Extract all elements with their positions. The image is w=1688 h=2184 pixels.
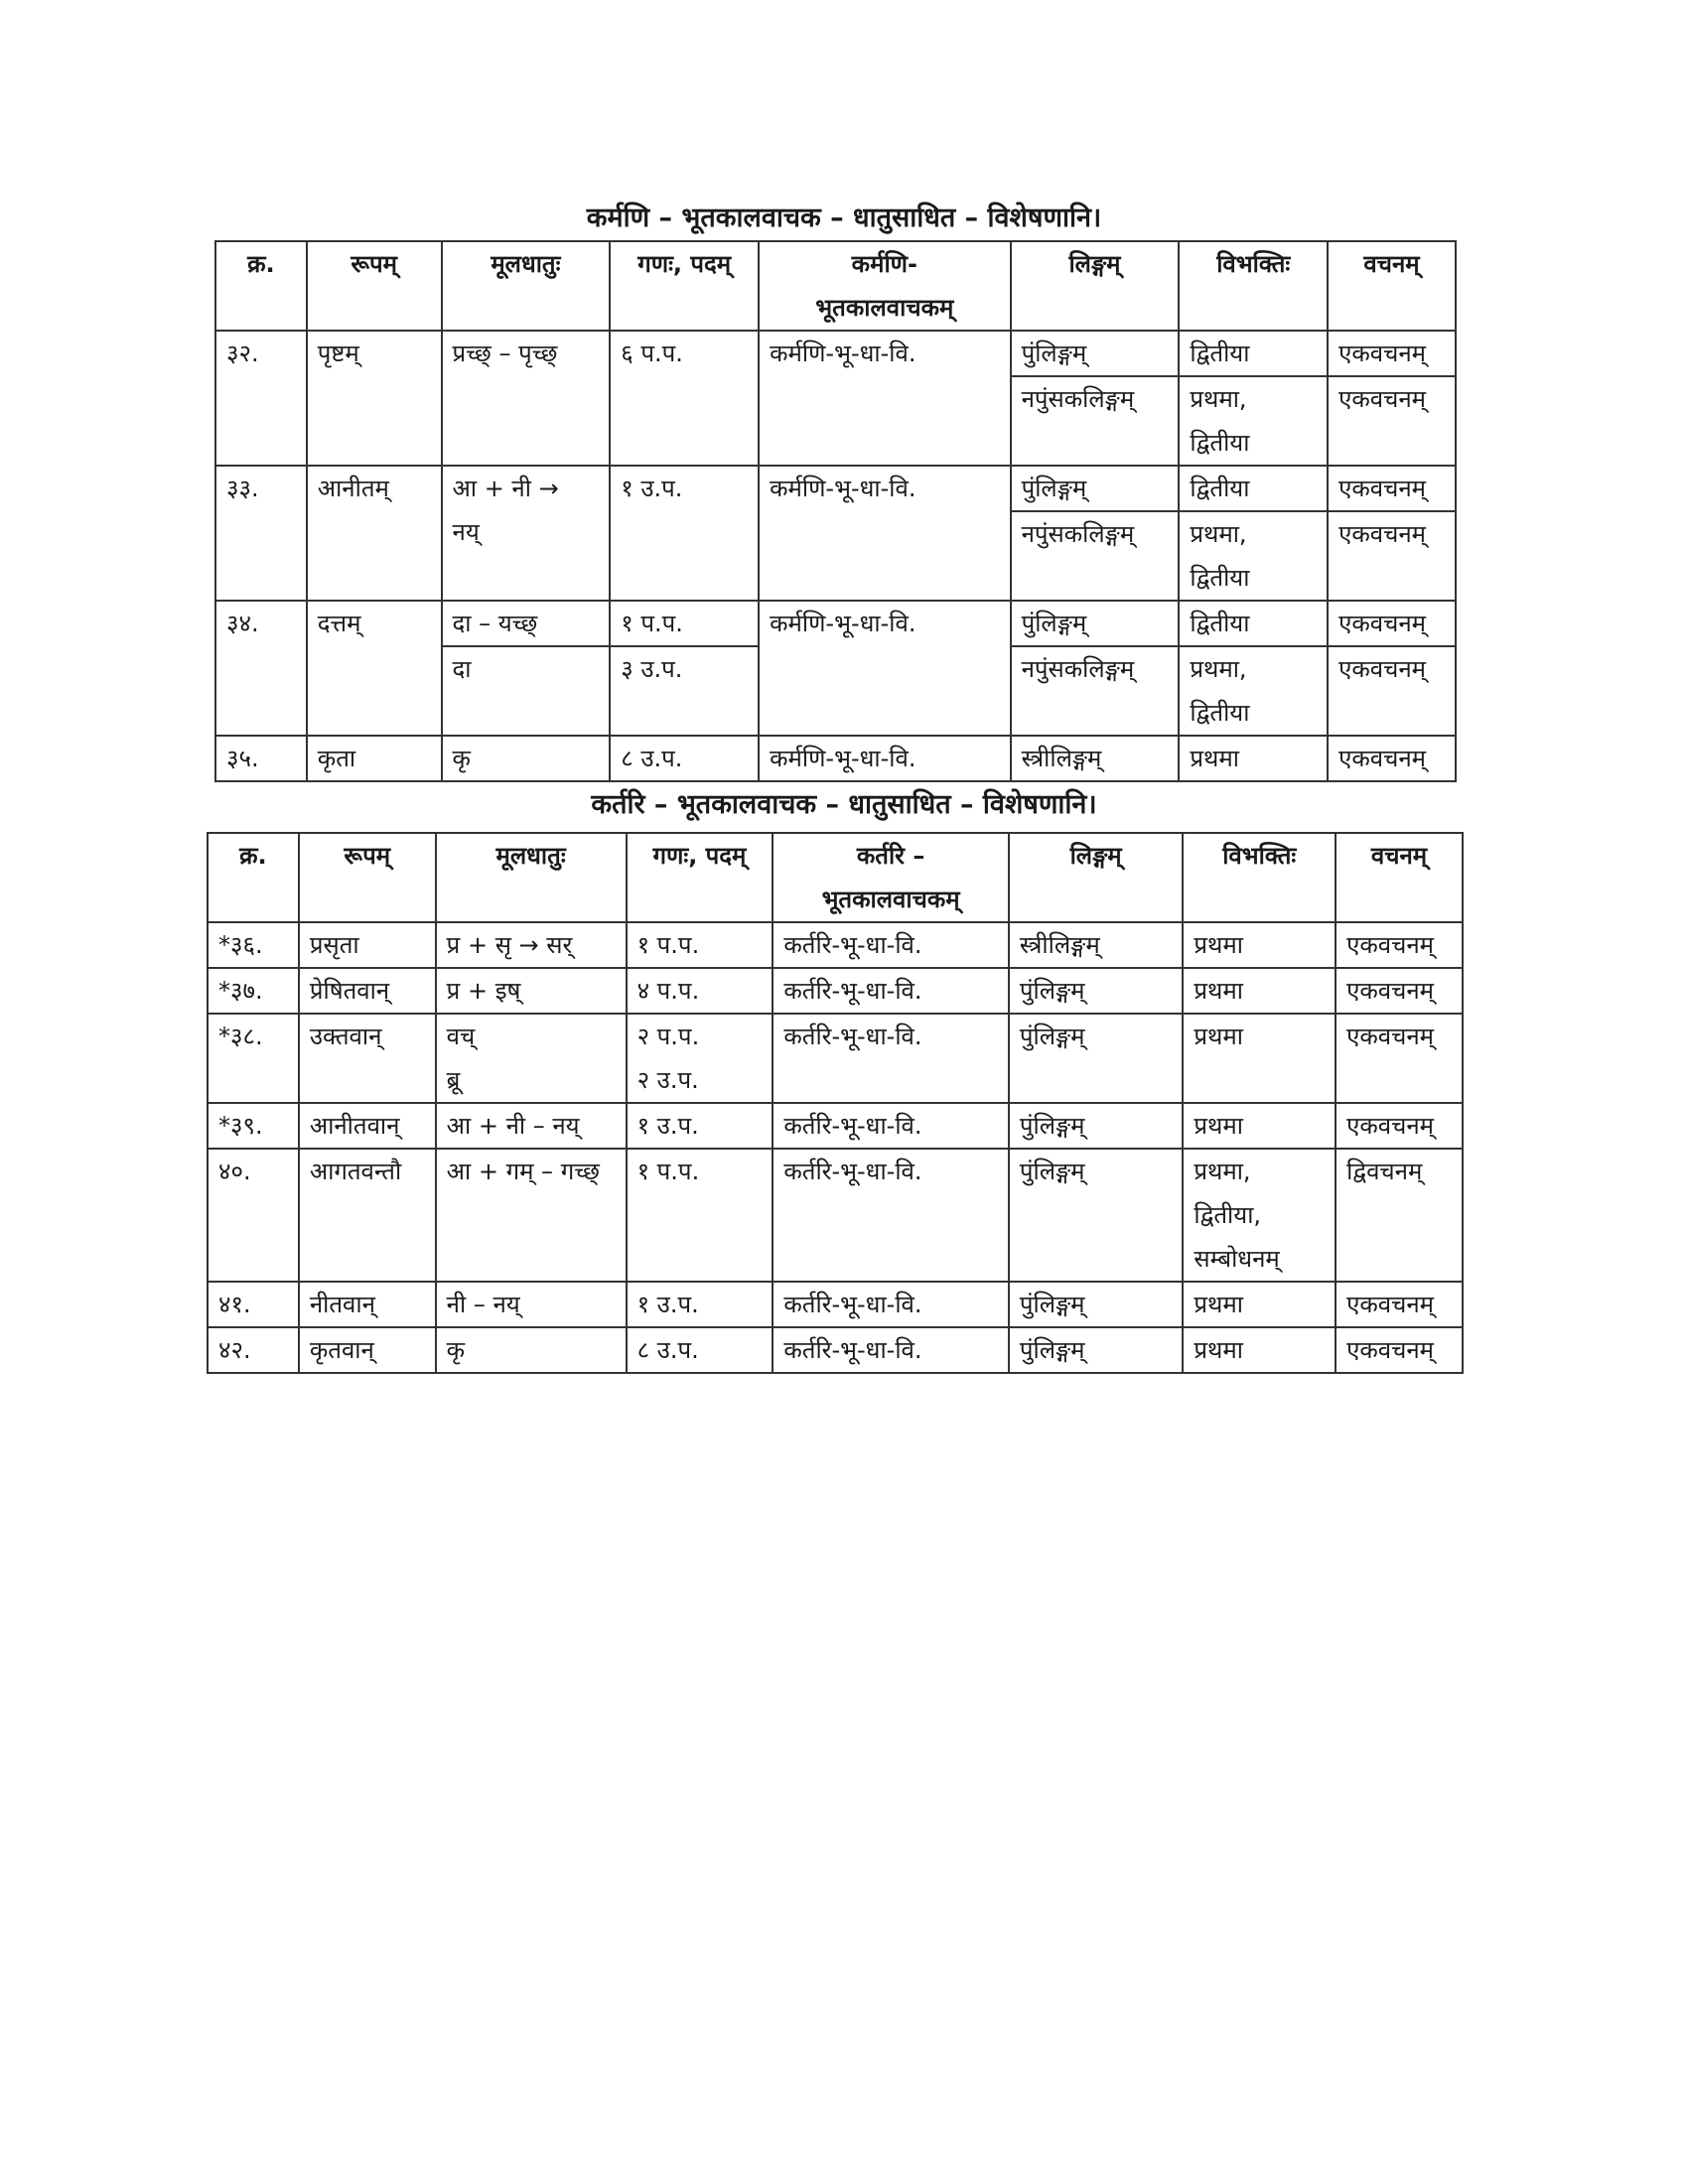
header-muladhatu: मूलधातुः bbox=[442, 241, 611, 331]
cell-kra: ४०. bbox=[208, 1149, 299, 1282]
cell-vibhakti bbox=[1179, 376, 1328, 466]
cell-lingam: नपुंसकलिङ्गम् bbox=[1011, 376, 1180, 466]
cell-vachanam: एकवचनम् bbox=[1328, 601, 1456, 646]
cell-lingam: पुंलिङ्गम् bbox=[1009, 1282, 1184, 1327]
header-gana-padam: गणः, पदम् bbox=[610, 241, 759, 331]
vibhakti-line: प्रथमा, bbox=[1190, 520, 1247, 548]
cell-vibhakti: द्वितीया bbox=[1179, 331, 1328, 376]
table-row bbox=[208, 1014, 1463, 1103]
cell-type: कर्तरि-भू-धा-वि. bbox=[773, 1014, 1009, 1103]
header-type-line1: कर्मणि- bbox=[851, 250, 917, 278]
kartari-section-title: कर्तरि – भूतकालवाचक – धातुसाधित – विशेषणानि। bbox=[591, 789, 1097, 820]
table-row bbox=[208, 1327, 1463, 1373]
vibhakti-line: द्वितीया bbox=[1190, 429, 1250, 457]
header-lingam: लिङ्गम् bbox=[1009, 833, 1184, 922]
table-header-row bbox=[215, 241, 1456, 331]
kartari-section-title-wrap bbox=[0, 788, 1688, 822]
cell-dhatu bbox=[436, 1014, 627, 1103]
gana-line: २ प.प. bbox=[636, 1023, 700, 1050]
cell-vibhakti: प्रथमा bbox=[1183, 1327, 1336, 1373]
cell-lingam: नपुंसकलिङ्गम् bbox=[1011, 511, 1180, 601]
cell-vibhakti: द्वितीया bbox=[1179, 601, 1328, 646]
header-muladhatu: मूलधातुः bbox=[436, 833, 627, 922]
cell-rupam: उक्तवान् bbox=[299, 1014, 436, 1103]
cell-vachanam: एकवचनम् bbox=[1336, 922, 1463, 968]
header-rupam: रूपम् bbox=[299, 833, 436, 922]
table-row bbox=[215, 466, 1456, 511]
cell-vachanam: एकवचनम् bbox=[1336, 968, 1463, 1014]
cell-gana: ६ प.प. bbox=[610, 331, 759, 466]
cell-type: कर्मणि-भू-धा-वि. bbox=[759, 736, 1011, 781]
cell-vibhakti: प्रथमा bbox=[1183, 1014, 1336, 1103]
cell-vachanam: एकवचनम् bbox=[1328, 331, 1456, 376]
header-lingam: लिङ्गम् bbox=[1011, 241, 1180, 331]
cell-kra: ३४. bbox=[215, 601, 307, 736]
cell-dhatu: आ + गम् – गच्छ् bbox=[436, 1149, 627, 1282]
vibhakti-line: प्रथमा, bbox=[1190, 385, 1247, 413]
cell-gana: १ प.प. bbox=[627, 1149, 774, 1282]
header-vachanam: वचनम् bbox=[1328, 241, 1456, 331]
cell-vibhakti: द्वितीया bbox=[1179, 466, 1328, 511]
cell-vibhakti: प्रथमा bbox=[1183, 1282, 1336, 1327]
cell-type: कर्तरि-भू-धा-वि. bbox=[773, 1103, 1009, 1149]
cell-gana: १ उ.प. bbox=[610, 466, 759, 601]
cell-kra: ३२. bbox=[215, 331, 307, 466]
cell-type: कर्तरि-भू-धा-वि. bbox=[773, 1282, 1009, 1327]
vibhakti-line: प्रथमा, bbox=[1194, 1158, 1251, 1185]
cell-rupam: कृतवान् bbox=[299, 1327, 436, 1373]
cell-gana: १ प.प. bbox=[627, 922, 774, 968]
gana-line: २ उ.प. bbox=[636, 1066, 699, 1094]
dhatu-line: वच् bbox=[446, 1023, 476, 1050]
vibhakti-line: द्वितीया, bbox=[1194, 1201, 1262, 1229]
header-type bbox=[773, 833, 1009, 922]
cell-kra: ४१. bbox=[208, 1282, 299, 1327]
cell-dhatu: आ + नी – नय् bbox=[436, 1103, 627, 1149]
cell-lingam: पुंलिङ्गम् bbox=[1009, 1327, 1184, 1373]
cell-lingam: स्त्रीलिङ्गम् bbox=[1011, 736, 1180, 781]
table-row bbox=[208, 1282, 1463, 1327]
table-row bbox=[208, 1149, 1463, 1282]
header-vibhakti: विभक्तिः bbox=[1183, 833, 1336, 922]
cell-kra: ४२. bbox=[208, 1327, 299, 1373]
cell-vachanam: एकवचनम् bbox=[1328, 376, 1456, 466]
cell-dhatu: कृ bbox=[436, 1327, 627, 1373]
cell-vibhakti: प्रथमा bbox=[1183, 968, 1336, 1014]
cell-dhatu: दा – यच्छ् bbox=[442, 601, 611, 646]
cell-lingam: पुंलिङ्गम् bbox=[1011, 466, 1180, 511]
table-row bbox=[215, 601, 1456, 646]
cell-gana: १ उ.प. bbox=[627, 1103, 774, 1149]
table-row bbox=[208, 922, 1463, 968]
cell-rupam: दत्तम् bbox=[307, 601, 442, 736]
header-kra: क्र. bbox=[215, 241, 307, 331]
cell-dhatu: प्र + सृ → सर् bbox=[436, 922, 627, 968]
cell-kra: ३५. bbox=[215, 736, 307, 781]
cell-lingam: पुंलिङ्गम् bbox=[1009, 1014, 1184, 1103]
vibhakti-line: सम्बोधनम् bbox=[1194, 1245, 1280, 1273]
table-row bbox=[208, 968, 1463, 1014]
cell-dhatu: नी – नय् bbox=[436, 1282, 627, 1327]
cell-rupam: आनीतम् bbox=[307, 466, 442, 601]
cell-dhatu: कृ bbox=[442, 736, 611, 781]
cell-vibhakti: प्रथमा bbox=[1183, 922, 1336, 968]
cell-vachanam: एकवचनम् bbox=[1328, 646, 1456, 736]
cell-lingam: पुंलिङ्गम् bbox=[1009, 1103, 1184, 1149]
table-header-row bbox=[208, 833, 1463, 922]
cell-vachanam: एकवचनम् bbox=[1336, 1327, 1463, 1373]
dhatu-line: आ + नी → bbox=[452, 475, 559, 502]
cell-dhatu: प्रच्छ् – पृच्छ् bbox=[442, 331, 611, 466]
cell-gana: ३ उ.प. bbox=[610, 646, 759, 736]
header-kra: क्र. bbox=[208, 833, 299, 922]
table-row bbox=[208, 1103, 1463, 1149]
cell-type: कर्मणि-भू-धा-वि. bbox=[759, 601, 1011, 736]
cell-rupam: प्रसृता bbox=[299, 922, 436, 968]
cell-lingam: पुंलिङ्गम् bbox=[1009, 1149, 1184, 1282]
table-row bbox=[215, 331, 1456, 376]
header-type-line2: भूतकालवाचकम् bbox=[815, 294, 954, 322]
cell-vibhakti: प्रथमा bbox=[1183, 1103, 1336, 1149]
cell-lingam: पुंलिङ्गम् bbox=[1011, 601, 1180, 646]
table-row bbox=[215, 736, 1456, 781]
header-type-line1: कर्तरि – bbox=[856, 842, 925, 870]
karmani-table bbox=[214, 240, 1457, 782]
cell-vachanam: एकवचनम् bbox=[1328, 466, 1456, 511]
cell-dhatu bbox=[442, 466, 611, 601]
cell-lingam: नपुंसकलिङ्गम् bbox=[1011, 646, 1180, 736]
vibhakti-line: द्वितीया bbox=[1190, 699, 1250, 727]
cell-gana: ४ प.प. bbox=[627, 968, 774, 1014]
kartari-table bbox=[207, 832, 1464, 1374]
cell-type: कर्तरि-भू-धा-वि. bbox=[773, 1149, 1009, 1282]
dhatu-line: नय् bbox=[452, 518, 480, 546]
vibhakti-line: द्वितीया bbox=[1190, 564, 1250, 592]
cell-vachanam: एकवचनम् bbox=[1328, 736, 1456, 781]
cell-rupam: पृष्टम् bbox=[307, 331, 442, 466]
cell-kra: *३६. bbox=[208, 922, 299, 968]
dhatu-line: ब्रू bbox=[446, 1066, 461, 1094]
header-vachanam: वचनम् bbox=[1336, 833, 1463, 922]
cell-type: कर्मणि-भू-धा-वि. bbox=[759, 466, 1011, 601]
cell-gana: ८ उ.प. bbox=[610, 736, 759, 781]
header-gana-padam: गणः, पदम् bbox=[627, 833, 774, 922]
cell-kra: *३८. bbox=[208, 1014, 299, 1103]
cell-gana bbox=[627, 1014, 774, 1103]
cell-vachanam: द्विवचनम् bbox=[1336, 1149, 1463, 1282]
vibhakti-line: प्रथमा, bbox=[1190, 655, 1247, 683]
cell-vachanam: एकवचनम् bbox=[1328, 511, 1456, 601]
header-vibhakti: विभक्तिः bbox=[1179, 241, 1328, 331]
cell-vibhakti bbox=[1179, 511, 1328, 601]
header-type bbox=[759, 241, 1011, 331]
cell-vachanam: एकवचनम् bbox=[1336, 1103, 1463, 1149]
cell-gana: १ प.प. bbox=[610, 601, 759, 646]
cell-type: कर्तरि-भू-धा-वि. bbox=[773, 922, 1009, 968]
cell-vachanam: एकवचनम् bbox=[1336, 1282, 1463, 1327]
cell-kra: *३९. bbox=[208, 1103, 299, 1149]
cell-rupam: आगतवन्तौ bbox=[299, 1149, 436, 1282]
cell-rupam: प्रेषितवान् bbox=[299, 968, 436, 1014]
cell-vibhakti bbox=[1179, 646, 1328, 736]
cell-rupam: आनीतवान् bbox=[299, 1103, 436, 1149]
karmani-section-title: कर्मणि – भूतकालवाचक – धातुसाधित – विशेषणानि। bbox=[586, 203, 1102, 233]
header-type-line2: भूतकालवाचकम् bbox=[821, 886, 960, 913]
cell-vibhakti bbox=[1183, 1149, 1336, 1282]
cell-dhatu: दा bbox=[442, 646, 611, 736]
cell-type: कर्मणि-भू-धा-वि. bbox=[759, 331, 1011, 466]
cell-lingam: पुंलिङ्गम् bbox=[1009, 968, 1184, 1014]
cell-gana: १ उ.प. bbox=[627, 1282, 774, 1327]
header-rupam: रूपम् bbox=[307, 241, 442, 331]
cell-dhatu: प्र + इष् bbox=[436, 968, 627, 1014]
cell-lingam: पुंलिङ्गम् bbox=[1011, 331, 1180, 376]
cell-type: कर्तरि-भू-धा-वि. bbox=[773, 968, 1009, 1014]
cell-vibhakti: प्रथमा bbox=[1179, 736, 1328, 781]
cell-lingam: स्त्रीलिङ्गम् bbox=[1009, 922, 1184, 968]
cell-vachanam: एकवचनम् bbox=[1336, 1014, 1463, 1103]
cell-kra: *३७. bbox=[208, 968, 299, 1014]
cell-kra: ३३. bbox=[215, 466, 307, 601]
karmani-section-title-wrap bbox=[0, 202, 1688, 235]
cell-type: कर्तरि-भू-धा-वि. bbox=[773, 1327, 1009, 1373]
cell-gana: ८ उ.प. bbox=[627, 1327, 774, 1373]
cell-rupam: नीतवान् bbox=[299, 1282, 436, 1327]
cell-rupam: कृता bbox=[307, 736, 442, 781]
